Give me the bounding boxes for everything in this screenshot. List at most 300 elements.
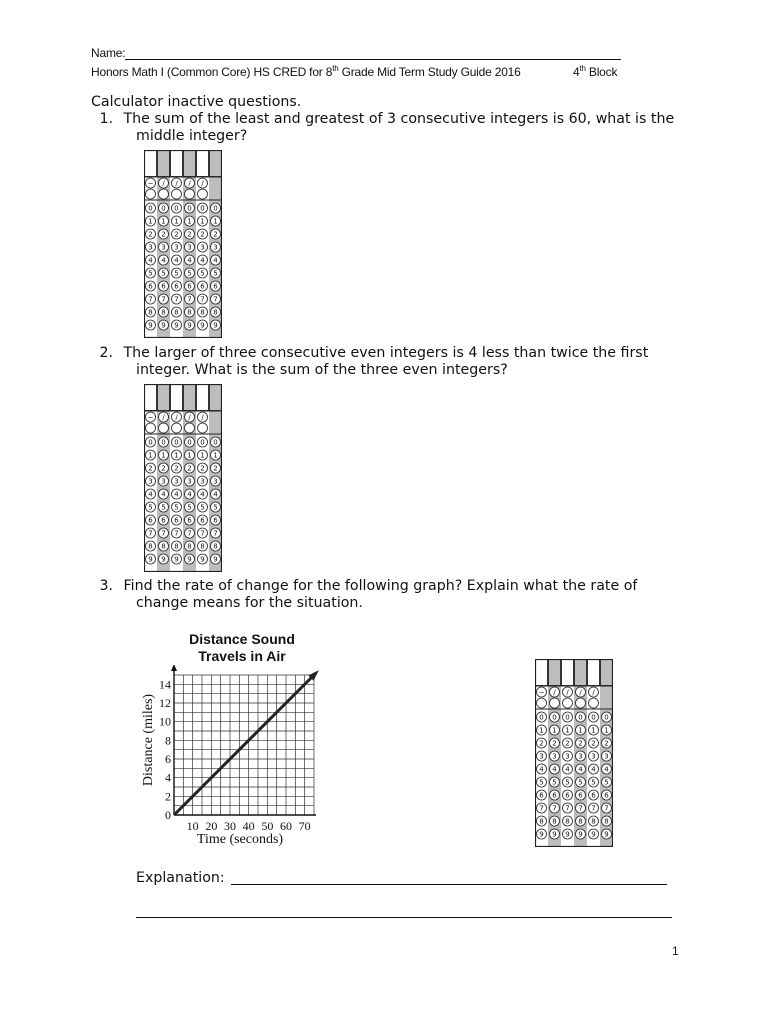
bubble-digit-8[interactable] (146, 541, 156, 551)
grid-input-box[interactable] (171, 385, 183, 411)
bubble-digit-2[interactable] (211, 463, 221, 473)
bubble-digit-3[interactable] (563, 751, 573, 761)
bubble-circle (185, 423, 195, 433)
bubble-dot[interactable] (537, 698, 547, 708)
bubble-circle (589, 698, 599, 708)
bubble-digit-8[interactable] (198, 307, 208, 317)
grid-input-box[interactable] (158, 385, 170, 411)
bubble-label: 4 (539, 765, 544, 774)
bubble-digit-3[interactable] (211, 242, 221, 252)
grid-input-box[interactable] (536, 660, 548, 686)
bubble-digit-0[interactable] (146, 437, 156, 447)
bubble-digit-5[interactable] (198, 268, 208, 278)
bubble-digit-1[interactable] (146, 216, 156, 226)
bubble-label: 3 (552, 752, 557, 761)
bubble-digit-7[interactable] (211, 294, 221, 304)
bubble-digit-3[interactable] (198, 242, 208, 252)
bubble-digit-1[interactable] (576, 725, 586, 735)
bubble-label: 1 (187, 217, 192, 226)
bubble-digit-9[interactable] (159, 320, 169, 330)
bubble-digit-8[interactable] (172, 541, 182, 551)
bubble-dot[interactable] (563, 698, 573, 708)
bubble-label: 8 (578, 817, 583, 826)
bubble-digit-0[interactable] (602, 712, 612, 722)
bubble-digit-2[interactable] (146, 463, 156, 473)
bubble-digit-3[interactable] (537, 751, 547, 761)
bubble-digit-1[interactable] (159, 450, 169, 460)
bubble-digit-0[interactable] (589, 712, 599, 722)
bubble-slash[interactable] (159, 412, 169, 422)
bubble-digit-0[interactable] (185, 437, 195, 447)
grid-input-box[interactable] (601, 660, 613, 686)
bubble-digit-1[interactable] (563, 725, 573, 735)
bubble-digit-6[interactable] (146, 515, 156, 525)
bubble-digit-7[interactable] (563, 803, 573, 813)
bubble-digit-7[interactable] (146, 528, 156, 538)
bubble-digit-8[interactable] (172, 307, 182, 317)
bubble-label: 8 (200, 308, 205, 317)
bubble-label: 6 (200, 516, 205, 525)
bubble-label: 8 (539, 817, 544, 826)
bubble-dot[interactable] (550, 698, 560, 708)
bubble-digit-8[interactable] (198, 541, 208, 551)
bubble-digit-1[interactable] (211, 450, 221, 460)
bubble-dot[interactable] (198, 423, 208, 433)
bubble-digit-6[interactable] (211, 281, 221, 291)
bubble-slash[interactable] (589, 687, 599, 697)
bubble-digit-7[interactable] (185, 294, 195, 304)
bubble-digit-4[interactable] (537, 764, 547, 774)
bubble-digit-2[interactable] (198, 229, 208, 239)
bubble-slash[interactable] (159, 178, 169, 188)
bubble-digit-9[interactable] (563, 829, 573, 839)
bubble-digit-2[interactable] (563, 738, 573, 748)
bubble-digit-6[interactable] (550, 790, 560, 800)
bubble-digit-8[interactable] (185, 307, 195, 317)
bubble-digit-6[interactable] (146, 281, 156, 291)
bubble-digit-0[interactable] (172, 203, 182, 213)
bubble-label: 0 (591, 713, 596, 722)
bubble-label: 8 (161, 308, 166, 317)
bubble-label: 0 (187, 204, 192, 213)
bubble-dot[interactable] (576, 698, 586, 708)
bubble-digit-6[interactable] (172, 281, 182, 291)
bubble-minus[interactable] (537, 687, 547, 697)
bubble-digit-2[interactable] (172, 463, 182, 473)
bubble-digit-2[interactable] (198, 463, 208, 473)
bubble-label: 4 (161, 490, 166, 499)
bubble-digit-0[interactable] (159, 203, 169, 213)
bubble-digit-4[interactable] (172, 255, 182, 265)
bubble-digit-6[interactable] (563, 790, 573, 800)
bubble-digit-5[interactable] (589, 777, 599, 787)
bubble-dot[interactable] (159, 423, 169, 433)
bubble-digit-9[interactable] (146, 554, 156, 564)
bubble-dot[interactable] (198, 189, 208, 199)
bubble-digit-7[interactable] (211, 528, 221, 538)
bubble-digit-4[interactable] (550, 764, 560, 774)
bubble-digit-1[interactable] (211, 216, 221, 226)
bubble-label: 3 (161, 477, 166, 486)
bubble-label: 7 (591, 804, 596, 813)
grid-input-box[interactable] (145, 151, 157, 177)
bubble-digit-9[interactable] (172, 320, 182, 330)
bubble-digit-4[interactable] (172, 489, 182, 499)
bubble-digit-4[interactable] (198, 489, 208, 499)
bubble-digit-1[interactable] (172, 216, 182, 226)
bubble-digit-7[interactable] (537, 803, 547, 813)
x-tick-label: 20 (205, 819, 218, 833)
bubble-slash[interactable] (172, 412, 182, 422)
bubble-label: 0 (200, 438, 205, 447)
bubble-digit-0[interactable] (146, 203, 156, 213)
bubble-digit-1[interactable] (146, 450, 156, 460)
chart-title-line2: Travels in Air (198, 648, 286, 664)
bubble-digit-4[interactable] (185, 255, 195, 265)
bubble-digit-5[interactable] (198, 502, 208, 512)
bubble-digit-4[interactable] (602, 764, 612, 774)
bubble-digit-5[interactable] (563, 777, 573, 787)
bubble-digit-9[interactable] (211, 554, 221, 564)
y-tick-label: 12 (159, 696, 171, 710)
bubble-digit-5[interactable] (185, 268, 195, 278)
bubble-slash[interactable] (185, 412, 195, 422)
bubble-digit-5[interactable] (172, 268, 182, 278)
bubble-digit-7[interactable] (589, 803, 599, 813)
bubble-dot[interactable] (185, 189, 195, 199)
y-tick-label: 0 (165, 808, 171, 822)
block-label (573, 65, 617, 79)
bubble-digit-5[interactable] (185, 502, 195, 512)
chart-title-line1: Distance Sound (189, 631, 295, 647)
bubble-digit-0[interactable] (172, 437, 182, 447)
question-3-line2: change means for the situation. (136, 595, 363, 611)
bubble-circle (550, 698, 560, 708)
explanation-line-2[interactable] (136, 917, 672, 918)
bubble-label: 1 (174, 217, 179, 226)
bubble-digit-3[interactable] (576, 751, 586, 761)
bubble-digit-7[interactable] (602, 803, 612, 813)
bubble-digit-1[interactable] (185, 216, 195, 226)
page-number: 1 (672, 944, 679, 958)
grid-input-box[interactable] (197, 151, 209, 177)
bubble-label: 2 (213, 230, 218, 239)
bubble-digit-9[interactable] (211, 320, 221, 330)
grid-input-box[interactable] (575, 660, 587, 686)
bubble-digit-0[interactable] (211, 203, 221, 213)
bubble-digit-1[interactable] (537, 725, 547, 735)
bubble-minus[interactable] (146, 412, 156, 422)
bubble-digit-5[interactable] (211, 502, 221, 512)
bubble-digit-3[interactable] (185, 476, 195, 486)
bubble-label: 5 (174, 503, 179, 512)
bubble-digit-9[interactable] (146, 320, 156, 330)
bubble-digit-9[interactable] (589, 829, 599, 839)
bubble-label: 0 (174, 438, 179, 447)
bubble-digit-6[interactable] (185, 281, 195, 291)
grid-input-box[interactable] (184, 385, 196, 411)
grid-input-box[interactable] (171, 151, 183, 177)
bubble-digit-7[interactable] (172, 294, 182, 304)
bubble-digit-2[interactable] (172, 229, 182, 239)
bubble-dot[interactable] (172, 189, 182, 199)
answer-grid-1[interactable] (144, 150, 222, 338)
bubble-digit-4[interactable] (589, 764, 599, 774)
grid-input-box[interactable] (158, 151, 170, 177)
bubble-label: 8 (213, 308, 218, 317)
bubble-digit-8[interactable] (537, 816, 547, 826)
bubble-digit-2[interactable] (159, 229, 169, 239)
bubble-digit-0[interactable] (211, 437, 221, 447)
bubble-digit-1[interactable] (550, 725, 560, 735)
name-blank-line[interactable] (125, 48, 621, 60)
bubble-label: 6 (565, 791, 570, 800)
bubble-slash[interactable] (563, 687, 573, 697)
bubble-digit-4[interactable] (159, 255, 169, 265)
bubble-digit-1[interactable] (602, 725, 612, 735)
bubble-digit-5[interactable] (550, 777, 560, 787)
bubble-digit-8[interactable] (146, 307, 156, 317)
grid-input-box[interactable] (197, 385, 209, 411)
bubble-digit-5[interactable] (211, 268, 221, 278)
bubble-label: 4 (148, 490, 153, 499)
block-rest: Block (585, 65, 618, 79)
bubble-digit-9[interactable] (576, 829, 586, 839)
bubble-digit-8[interactable] (159, 541, 169, 551)
bubble-label: − (538, 688, 545, 697)
bubble-dot[interactable] (146, 189, 156, 199)
bubble-label: 9 (174, 555, 179, 564)
bubble-circle (146, 189, 156, 199)
bubble-digit-3[interactable] (146, 476, 156, 486)
bubble-dot[interactable] (185, 423, 195, 433)
bubble-digit-5[interactable] (146, 268, 156, 278)
bubble-digit-2[interactable] (576, 738, 586, 748)
grid-input-box[interactable] (145, 385, 157, 411)
bubble-label: 8 (565, 817, 570, 826)
bubble-digit-1[interactable] (198, 450, 208, 460)
question-text-line1: The larger of three consecutive even integers is 4 less than twice the first (123, 345, 649, 361)
bubble-digit-2[interactable] (185, 229, 195, 239)
bubble-label: 5 (591, 778, 596, 787)
bubble-label: 7 (200, 295, 205, 304)
bubble-label: 9 (604, 830, 609, 839)
bubble-label: 6 (591, 791, 596, 800)
bubble-label: 7 (539, 804, 544, 813)
bubble-digit-6[interactable] (537, 790, 547, 800)
bubble-label: 7 (187, 295, 192, 304)
bubble-circle (172, 189, 182, 199)
grid-input-box[interactable] (184, 151, 196, 177)
bubble-digit-0[interactable] (550, 712, 560, 722)
bubble-digit-2[interactable] (211, 229, 221, 239)
bubble-digit-2[interactable] (550, 738, 560, 748)
bubble-digit-9[interactable] (602, 829, 612, 839)
bubble-digit-5[interactable] (159, 502, 169, 512)
bubble-digit-3[interactable] (602, 751, 612, 761)
bubble-digit-7[interactable] (185, 528, 195, 538)
bubble-digit-3[interactable] (159, 242, 169, 252)
bubble-digit-1[interactable] (198, 216, 208, 226)
grid-input-box[interactable] (549, 660, 561, 686)
bubble-digit-7[interactable] (159, 528, 169, 538)
bubble-label: 3 (565, 752, 570, 761)
bubble-digit-3[interactable] (172, 476, 182, 486)
bubble-digit-5[interactable] (146, 502, 156, 512)
bubble-digit-4[interactable] (576, 764, 586, 774)
bubble-slash[interactable] (172, 178, 182, 188)
bubble-label: 1 (187, 451, 192, 460)
bubble-slash[interactable] (576, 687, 586, 697)
bubble-digit-4[interactable] (146, 489, 156, 499)
bubble-circle (563, 698, 573, 708)
bubble-dot[interactable] (589, 698, 599, 708)
bubble-digit-6[interactable] (211, 515, 221, 525)
name-field (91, 46, 621, 60)
bubble-digit-0[interactable] (185, 203, 195, 213)
bubble-digit-4[interactable] (185, 489, 195, 499)
bubble-digit-1[interactable] (589, 725, 599, 735)
bubble-digit-0[interactable] (537, 712, 547, 722)
grid-input-box[interactable] (210, 385, 222, 411)
block-num: 4 (573, 65, 580, 79)
bubble-digit-3[interactable] (589, 751, 599, 761)
bubble-label: 7 (565, 804, 570, 813)
bubble-digit-2[interactable] (185, 463, 195, 473)
bubble-digit-8[interactable] (602, 816, 612, 826)
bubble-label: 0 (604, 713, 609, 722)
bubble-digit-3[interactable] (198, 476, 208, 486)
bubble-digit-5[interactable] (602, 777, 612, 787)
bubble-digit-7[interactable] (146, 294, 156, 304)
bubble-slash[interactable] (550, 687, 560, 697)
bubble-label: 9 (213, 555, 218, 564)
answer-grid-2[interactable] (144, 384, 222, 572)
bubble-digit-1[interactable] (172, 450, 182, 460)
bubble-digit-7[interactable] (172, 528, 182, 538)
bubble-digit-3[interactable] (172, 242, 182, 252)
bubble-digit-8[interactable] (576, 816, 586, 826)
grid-input-box[interactable] (210, 151, 222, 177)
bubble-minus[interactable] (146, 178, 156, 188)
bubble-digit-7[interactable] (159, 294, 169, 304)
grid-input-box[interactable] (562, 660, 574, 686)
bubble-digit-9[interactable] (198, 554, 208, 564)
bubble-label: 7 (148, 295, 153, 304)
bubble-digit-9[interactable] (537, 829, 547, 839)
bubble-digit-0[interactable] (563, 712, 573, 722)
bubble-digit-5[interactable] (537, 777, 547, 787)
question-3 (91, 578, 637, 595)
bubble-digit-0[interactable] (159, 437, 169, 447)
bubble-digit-9[interactable] (159, 554, 169, 564)
bubble-digit-4[interactable] (211, 255, 221, 265)
bubble-label: 9 (200, 321, 205, 330)
bubble-digit-3[interactable] (146, 242, 156, 252)
bubble-digit-6[interactable] (172, 515, 182, 525)
bubble-label: 1 (161, 451, 166, 460)
bubble-label: 7 (213, 529, 218, 538)
bubble-digit-4[interactable] (198, 255, 208, 265)
bubble-digit-6[interactable] (159, 515, 169, 525)
bubble-digit-2[interactable] (602, 738, 612, 748)
bubble-label: 8 (200, 542, 205, 551)
bubble-digit-0[interactable] (198, 437, 208, 447)
bubble-digit-6[interactable] (576, 790, 586, 800)
bubble-digit-8[interactable] (211, 541, 221, 551)
bubble-digit-0[interactable] (198, 203, 208, 213)
bubble-dot[interactable] (146, 423, 156, 433)
bubble-label: 7 (174, 529, 179, 538)
bubble-digit-3[interactable] (185, 242, 195, 252)
bubble-label: 3 (200, 477, 205, 486)
y-tick-label: 4 (165, 770, 171, 785)
bubble-dot[interactable] (172, 423, 182, 433)
bubble-digit-3[interactable] (159, 476, 169, 486)
bubble-digit-4[interactable] (146, 255, 156, 265)
bubble-digit-8[interactable] (550, 816, 560, 826)
bubble-digit-4[interactable] (563, 764, 573, 774)
bubble-digit-4[interactable] (211, 489, 221, 499)
bubble-digit-7[interactable] (550, 803, 560, 813)
bubble-digit-0[interactable] (576, 712, 586, 722)
bubble-label: 3 (187, 243, 192, 252)
bubble-digit-7[interactable] (198, 294, 208, 304)
bubble-digit-4[interactable] (159, 489, 169, 499)
bubble-digit-1[interactable] (185, 450, 195, 460)
bubble-digit-9[interactable] (172, 554, 182, 564)
bubble-digit-6[interactable] (198, 281, 208, 291)
bubble-digit-9[interactable] (185, 554, 195, 564)
bubble-digit-8[interactable] (563, 816, 573, 826)
bubble-digit-2[interactable] (589, 738, 599, 748)
bubble-digit-6[interactable] (602, 790, 612, 800)
bubble-digit-3[interactable] (211, 476, 221, 486)
bubble-digit-9[interactable] (185, 320, 195, 330)
explanation-line-1[interactable] (231, 884, 667, 885)
bubble-slash[interactable] (185, 178, 195, 188)
bubble-label: 3 (174, 477, 179, 486)
bubble-digit-7[interactable] (198, 528, 208, 538)
bubble-digit-2[interactable] (159, 463, 169, 473)
answer-grid-3[interactable] (535, 659, 613, 847)
bubble-digit-2[interactable] (146, 229, 156, 239)
grid-input-box[interactable] (588, 660, 600, 686)
bubble-label: 9 (552, 830, 557, 839)
bubble-digit-5[interactable] (159, 268, 169, 278)
bubble-digit-8[interactable] (185, 541, 195, 551)
bubble-digit-8[interactable] (159, 307, 169, 317)
bubble-digit-3[interactable] (550, 751, 560, 761)
bubble-digit-9[interactable] (550, 829, 560, 839)
bubble-digit-8[interactable] (211, 307, 221, 317)
bubble-slash[interactable] (198, 412, 208, 422)
bubble-digit-1[interactable] (159, 216, 169, 226)
x-tick-label: 50 (261, 819, 274, 833)
bubble-digit-7[interactable] (576, 803, 586, 813)
bubble-digit-5[interactable] (576, 777, 586, 787)
bubble-dot[interactable] (159, 189, 169, 199)
bubble-digit-2[interactable] (537, 738, 547, 748)
bubble-digit-6[interactable] (589, 790, 599, 800)
bubble-digit-6[interactable] (185, 515, 195, 525)
bubble-digit-6[interactable] (198, 515, 208, 525)
bubble-digit-5[interactable] (172, 502, 182, 512)
bubble-slash[interactable] (198, 178, 208, 188)
bubble-digit-6[interactable] (159, 281, 169, 291)
bubble-digit-9[interactable] (198, 320, 208, 330)
bubble-digit-8[interactable] (589, 816, 599, 826)
